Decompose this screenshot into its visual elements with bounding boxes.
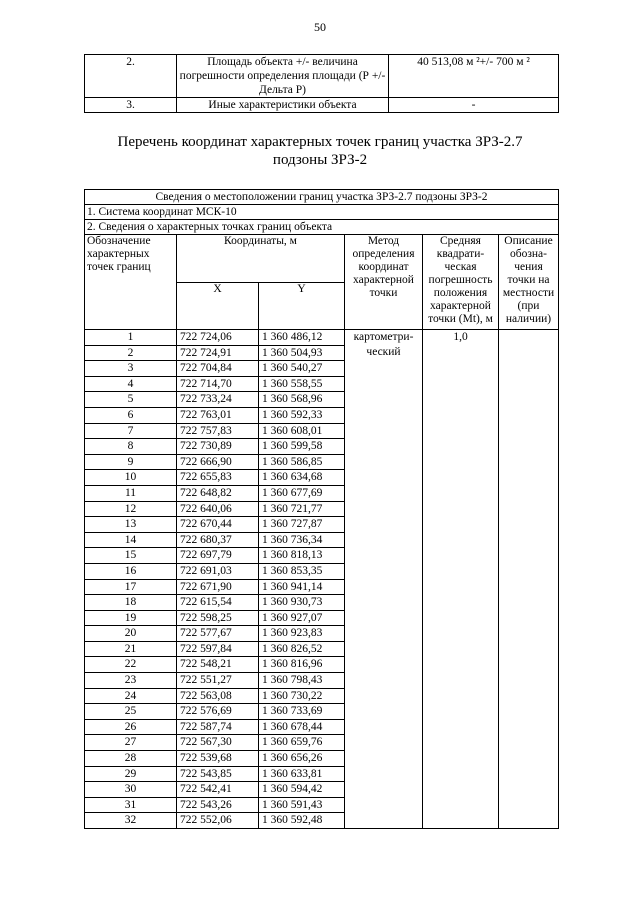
characteristic-value: 40 513,08 м ²+/- 700 м ² bbox=[389, 55, 559, 98]
point-x: 722 757,83 bbox=[177, 423, 259, 439]
point-y: 1 360 594,42 bbox=[259, 782, 345, 798]
point-y: 1 360 727,87 bbox=[259, 517, 345, 533]
point-number: 14 bbox=[85, 532, 177, 548]
point-y: 1 360 941,14 bbox=[259, 579, 345, 595]
point-number: 12 bbox=[85, 501, 177, 517]
method-value: картометри-ческий bbox=[345, 330, 423, 829]
title-line-1: Перечень координат характерных точек границ участка ЗРЗ-2.7 bbox=[117, 134, 523, 150]
header-y: Y bbox=[259, 282, 345, 330]
header-x: X bbox=[177, 282, 259, 330]
header-error: Средняя квадрати-ческая погрешность положения характерной точки (Mt), м bbox=[423, 235, 499, 330]
point-number: 32 bbox=[85, 813, 177, 829]
point-y: 1 360 633,81 bbox=[259, 766, 345, 782]
point-x: 722 543,26 bbox=[177, 797, 259, 813]
point-x: 722 671,90 bbox=[177, 579, 259, 595]
point-number: 31 bbox=[85, 797, 177, 813]
point-x: 722 763,01 bbox=[177, 407, 259, 423]
point-y: 1 360 853,35 bbox=[259, 563, 345, 579]
point-x: 722 577,67 bbox=[177, 626, 259, 642]
point-number: 4 bbox=[85, 376, 177, 392]
page-title bbox=[0, 133, 640, 169]
point-y: 1 360 721,77 bbox=[259, 501, 345, 517]
point-y: 1 360 818,13 bbox=[259, 548, 345, 564]
point-x: 722 691,03 bbox=[177, 563, 259, 579]
description-value bbox=[499, 330, 559, 829]
point-y: 1 360 798,43 bbox=[259, 673, 345, 689]
point-x: 722 598,25 bbox=[177, 610, 259, 626]
point-x: 722 551,27 bbox=[177, 673, 259, 689]
point-number: 27 bbox=[85, 735, 177, 751]
characteristic-value: - bbox=[389, 98, 559, 113]
point-y: 1 360 678,44 bbox=[259, 719, 345, 735]
point-number: 28 bbox=[85, 751, 177, 767]
point-y: 1 360 592,33 bbox=[259, 407, 345, 423]
point-number: 5 bbox=[85, 392, 177, 408]
point-number: 18 bbox=[85, 595, 177, 611]
characteristic-n: 2. bbox=[85, 55, 177, 98]
point-y: 1 360 736,34 bbox=[259, 532, 345, 548]
point-number: 11 bbox=[85, 485, 177, 501]
point-number: 23 bbox=[85, 673, 177, 689]
point-number: 24 bbox=[85, 688, 177, 704]
point-x: 722 724,06 bbox=[177, 330, 259, 346]
point-number: 25 bbox=[85, 704, 177, 720]
error-value: 1,0 bbox=[423, 330, 499, 829]
header-coordinates: Координаты, м bbox=[177, 235, 345, 283]
characteristic-n: 3. bbox=[85, 98, 177, 113]
point-y: 1 360 930,73 bbox=[259, 595, 345, 611]
point-x: 722 563,08 bbox=[177, 688, 259, 704]
point-number: 10 bbox=[85, 470, 177, 486]
point-number: 1 bbox=[85, 330, 177, 346]
point-y: 1 360 816,96 bbox=[259, 657, 345, 673]
point-y: 1 360 677,69 bbox=[259, 485, 345, 501]
points-section-title: 2. Сведения о характерных точках границ объекта bbox=[85, 220, 559, 235]
point-number: 2 bbox=[85, 345, 177, 361]
coordinate-system: 1. Система координат МСК-10 bbox=[85, 205, 559, 220]
point-number: 6 bbox=[85, 407, 177, 423]
point-number: 16 bbox=[85, 563, 177, 579]
point-x: 722 552,06 bbox=[177, 813, 259, 829]
point-x: 722 670,44 bbox=[177, 517, 259, 533]
point-y: 1 360 568,96 bbox=[259, 392, 345, 408]
point-y: 1 360 591,43 bbox=[259, 797, 345, 813]
characteristic-row bbox=[85, 55, 559, 98]
point-x: 722 587,74 bbox=[177, 719, 259, 735]
point-x: 722 666,90 bbox=[177, 454, 259, 470]
point-x: 722 567,30 bbox=[177, 735, 259, 751]
point-y: 1 360 826,52 bbox=[259, 641, 345, 657]
point-y: 1 360 592,48 bbox=[259, 813, 345, 829]
header-method: Метод определения координат характерной точки bbox=[345, 235, 423, 330]
point-x: 722 724,91 bbox=[177, 345, 259, 361]
coordinates-table bbox=[84, 189, 559, 829]
table-row bbox=[85, 330, 559, 346]
point-number: 21 bbox=[85, 641, 177, 657]
point-y: 1 360 540,27 bbox=[259, 361, 345, 377]
point-x: 722 655,83 bbox=[177, 470, 259, 486]
point-x: 722 640,06 bbox=[177, 501, 259, 517]
point-x: 722 548,21 bbox=[177, 657, 259, 673]
point-number: 29 bbox=[85, 766, 177, 782]
point-number: 9 bbox=[85, 454, 177, 470]
point-x: 722 539,68 bbox=[177, 751, 259, 767]
point-number: 20 bbox=[85, 626, 177, 642]
page-number: 50 bbox=[314, 20, 326, 34]
point-y: 1 360 656,26 bbox=[259, 751, 345, 767]
point-y: 1 360 923,83 bbox=[259, 626, 345, 642]
characteristic-row bbox=[85, 98, 559, 113]
point-x: 722 730,89 bbox=[177, 439, 259, 455]
point-y: 1 360 558,55 bbox=[259, 376, 345, 392]
point-x: 722 714,70 bbox=[177, 376, 259, 392]
point-x: 722 543,85 bbox=[177, 766, 259, 782]
point-y: 1 360 927,07 bbox=[259, 610, 345, 626]
point-number: 8 bbox=[85, 439, 177, 455]
point-y: 1 360 730,22 bbox=[259, 688, 345, 704]
point-number: 15 bbox=[85, 548, 177, 564]
object-characteristics-table bbox=[84, 54, 559, 113]
point-y: 1 360 586,85 bbox=[259, 454, 345, 470]
title-line-2: подзоны ЗРЗ-2 bbox=[272, 152, 368, 168]
point-x: 722 542,41 bbox=[177, 782, 259, 798]
point-x: 722 597,84 bbox=[177, 641, 259, 657]
point-number: 22 bbox=[85, 657, 177, 673]
point-number: 7 bbox=[85, 423, 177, 439]
point-number: 13 bbox=[85, 517, 177, 533]
header-description: Описание обозна-чения точки на местности (при наличии) bbox=[499, 235, 559, 330]
point-y: 1 360 608,01 bbox=[259, 423, 345, 439]
header-designation: Обозначение характерных точек границ bbox=[85, 235, 177, 330]
point-y: 1 360 599,58 bbox=[259, 439, 345, 455]
point-x: 722 576,69 bbox=[177, 704, 259, 720]
table-caption: Сведения о местоположении границ участка ЗРЗ-2.7 подзоны ЗРЗ-2 bbox=[85, 190, 559, 205]
point-y: 1 360 504,93 bbox=[259, 345, 345, 361]
point-x: 722 697,79 bbox=[177, 548, 259, 564]
point-x: 722 615,54 bbox=[177, 595, 259, 611]
point-y: 1 360 659,76 bbox=[259, 735, 345, 751]
point-number: 19 bbox=[85, 610, 177, 626]
point-number: 17 bbox=[85, 579, 177, 595]
point-x: 722 648,82 bbox=[177, 485, 259, 501]
point-x: 722 704,84 bbox=[177, 361, 259, 377]
point-x: 722 680,37 bbox=[177, 532, 259, 548]
point-x: 722 733,24 bbox=[177, 392, 259, 408]
characteristic-label: Иные характеристики объекта bbox=[177, 98, 389, 113]
point-y: 1 360 634,68 bbox=[259, 470, 345, 486]
point-number: 30 bbox=[85, 782, 177, 798]
point-number: 3 bbox=[85, 361, 177, 377]
point-number: 26 bbox=[85, 719, 177, 735]
characteristic-label: Площадь объекта +/- величина погрешности определения площади (Р +/- Дельта Р) bbox=[177, 55, 389, 98]
point-y: 1 360 733,69 bbox=[259, 704, 345, 720]
point-y: 1 360 486,12 bbox=[259, 330, 345, 346]
